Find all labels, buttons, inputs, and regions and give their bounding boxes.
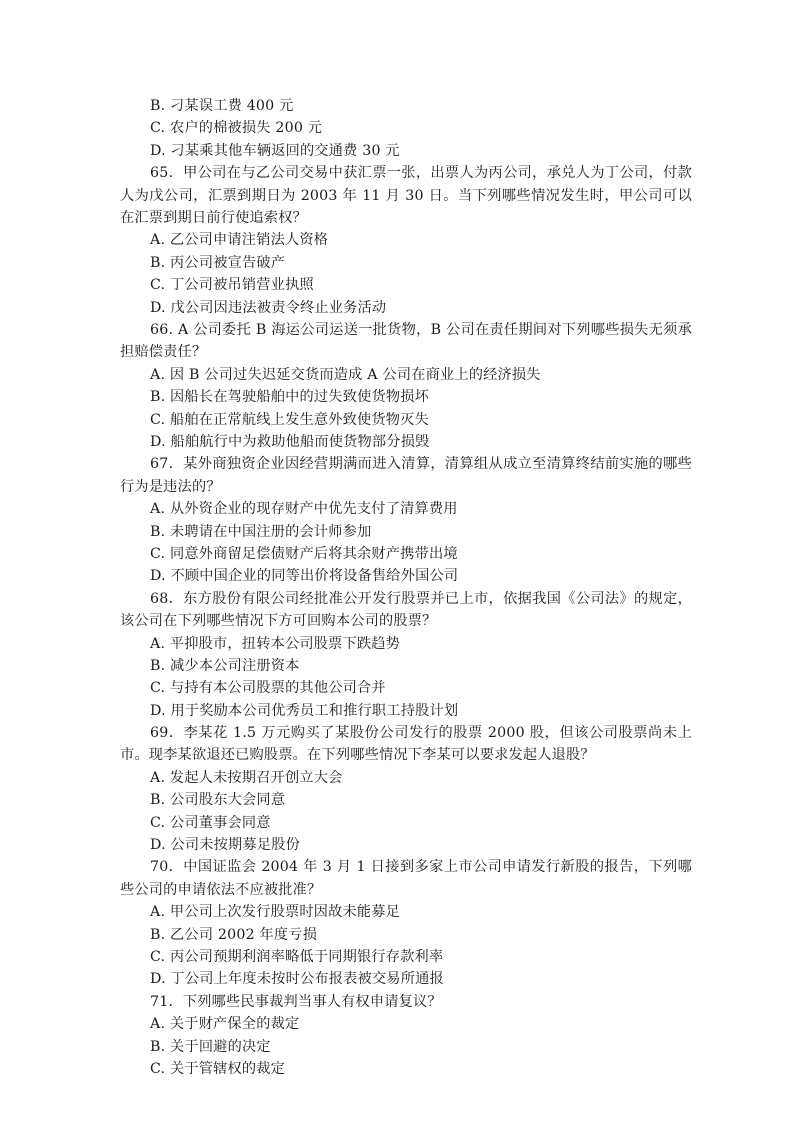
option-line: B. 因船长在驾驶船舶中的过失致使货物损坏 (150, 389, 430, 406)
option-line: D. 戊公司因违法被责令终止业务活动 (150, 299, 387, 316)
question-stem: 68．东方股份有限公司经批准公开发行股票并已上市，依据我国《公司法》的规定，该公司在下列哪些情况下方可回购本公司的股票？ (120, 590, 692, 630)
option-line: A. 乙公司申请注销法人资格 (150, 232, 329, 249)
option-line: A. 甲公司上次发行股票时因故未能募足 (150, 904, 401, 921)
option-line: A. 从外资企业的现存财产中优先支付了清算费用 (150, 501, 458, 518)
option-line: D. 丁公司上年度未按时公布报表被交易所通报 (150, 971, 444, 988)
option-line: B. 丙公司被宣告破产 (150, 254, 286, 271)
option-line: D. 刁某乘其他车辆返回的交通费 30 元 (150, 142, 400, 159)
option-line: B. 未聘请在中国注册的会计师参加 (150, 523, 372, 540)
question-stem: 66. A 公司委托 B 海运公司运送一批货物，B 公司在责任期间对下列哪些损失无须承担赔偿责任？ (120, 321, 692, 361)
question-stem: 67．某外商独资企业因经营期满而进入清算，清算组从成立至清算终结前实施的哪些行为是违法的？ (120, 456, 692, 495)
option-line: A. 关于财产保全的裁定 (150, 1016, 300, 1033)
option-line: B. 公司股东大会同意 (150, 792, 286, 809)
option-line: C. 丙公司预期利润率略低于同期银行存款利率 (150, 949, 444, 966)
option-line: A. 发起人未按期召开创立大会 (150, 769, 343, 786)
option-line: C. 同意外商留足偿债财产后将其余财产携带出境 (150, 545, 458, 562)
option-line: D. 船舶航行中为救助他船而使货物部分损毁 (150, 433, 430, 450)
option-line: D. 公司未按期募足股份 (150, 837, 300, 854)
option-line: C. 与持有本公司股票的其他公司合并 (150, 680, 386, 697)
option-line: A. 因 B 公司过失迟延交货而造成 A 公司在商业上的经济损失 (150, 366, 541, 383)
question-stem: 69．李某花 1.5 万元购买了某股份公司发行的股票 2000 股，但该公司股票尚未上市。现李某欲退还已购股票。在下列哪些情况下李某可以要求发起人退股？ (120, 725, 692, 764)
option-line: C. 公司董事会同意 (150, 814, 271, 831)
option-line: C. 关于管辖权的裁定 (150, 1061, 286, 1078)
question-stem: 71．下列哪些民事裁判当事人有权申请复议？ (150, 993, 442, 1010)
question-stem: 65．甲公司在与乙公司交易中获汇票一张，出票人为丙公司，承兑人为丁公司，付款人为戊公司，汇票到期日为 2003 年 11 月 30 日。当下列哪些情况发生时，甲公司可以在汇票到期日前行使追索权？ (120, 165, 692, 226)
question-stem: 70．中国证监会 2004 年 3 月 1 日接到多家上市公司申请发行新股的报告，下列哪些公司的申请依法不应被批准？ (120, 859, 692, 898)
option-line: C. 丁公司被吊销营业执照 (150, 277, 314, 294)
option-line: D. 不顾中国企业的同等出价将设备售给外国公司 (150, 568, 459, 585)
option-line: C. 船舶在正常航线上发生意外致使货物灭失 (150, 411, 429, 428)
option-line: B. 刁某误工费 400 元 (150, 98, 294, 114)
option-line: A. 平抑股市，扭转本公司股票下跌趋势 (150, 635, 401, 652)
option-line: C. 农户的棉被损失 200 元 (150, 120, 323, 137)
option-line: B. 乙公司 2002 年度亏损 (150, 926, 318, 943)
document-body (120, 95, 692, 1080)
option-line: D. 用于奖励本公司优秀员工和推行职工持股计划 (150, 702, 459, 719)
option-line: B. 关于回避的决定 (150, 1038, 271, 1055)
option-line: B. 减少本公司注册资本 (150, 657, 300, 674)
